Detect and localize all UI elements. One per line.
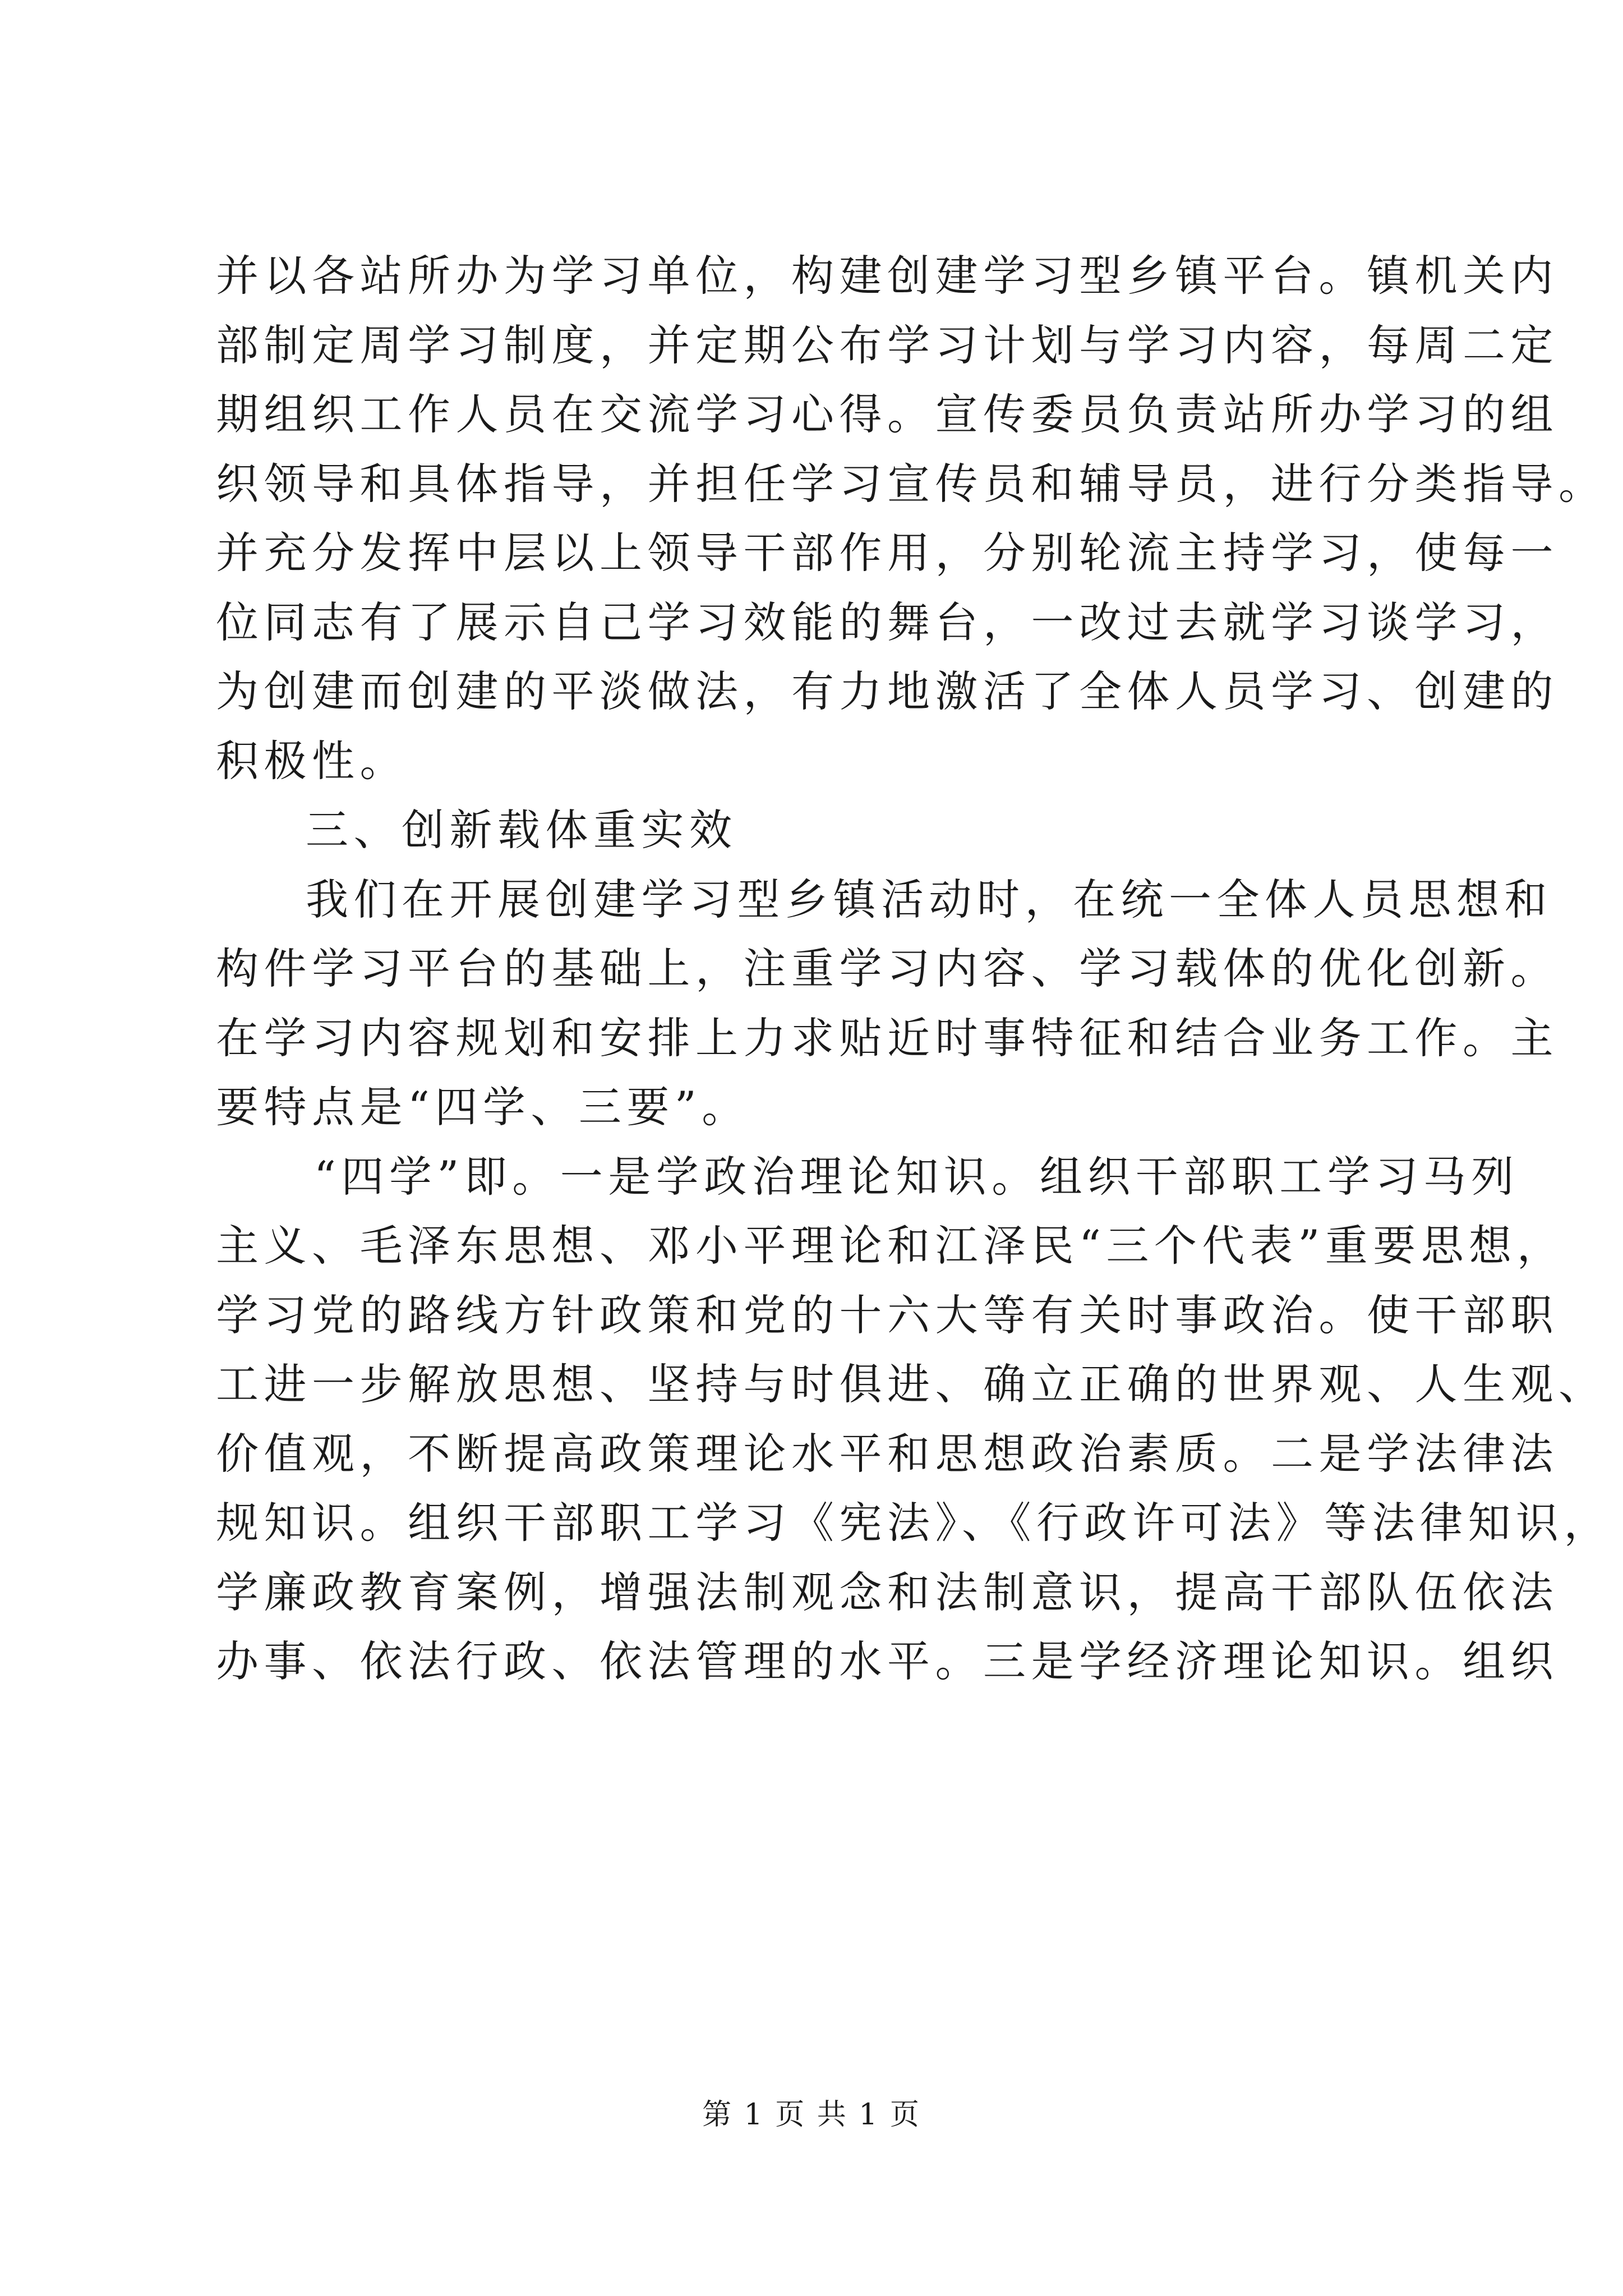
- text-line: 并以各站所办为学习单位，构建创建学习型乡镇平台。镇机关内: [216, 251, 1559, 301]
- text-line: 学习党的路线方针政策和党的十六大等有关时事政治。使干部职: [216, 1290, 1559, 1340]
- text-line: 位同志有了展示自己学习效能的舞台，一改过去就学习谈学习，: [216, 597, 1559, 647]
- text-line: 主义、毛泽东思想、邓小平理论和江泽民“三个代表”重要思想，: [216, 1221, 1565, 1271]
- document-body: [216, 241, 1612, 1696]
- text-line: 工进一步解放思想、坚持与时俱进、确立正确的世界观、人生观、: [216, 1359, 1607, 1409]
- text-line: 规知识。组织干部职工学习《宪法》、《行政许可法》等法律知识，: [216, 1498, 1612, 1548]
- text-line: “四学”即。一是学政治理论知识。组织干部职工学习马列: [314, 1151, 1519, 1202]
- text-line: 期组织工作人员在交流学习心得。宣传委员负责站所办学习的组: [216, 389, 1559, 439]
- text-line: 部制定周学习制度，并定期公布学习计划与学习内容，每周二定: [216, 320, 1559, 370]
- text-line: 学廉政教育案例，增强法制观念和法制意识，提高干部队伍依法: [216, 1567, 1559, 1617]
- text-line: 价值观，不断提高政策理论水平和思想政治素质。二是学法律法: [216, 1428, 1559, 1479]
- text-line: 我们在开展创建学习型乡镇活动时，在统一全体人员思想和: [306, 874, 1552, 924]
- page-footer: 第 1 页 共 1 页: [702, 2098, 921, 2132]
- text-line: 办事、依法行政、依法管理的水平。三是学经济理论知识。组织: [216, 1636, 1559, 1686]
- text-line: 织领导和具体指导，并担任学习宣传员和辅导员，进行分类指导。: [216, 458, 1607, 509]
- text-line: 为创建而创建的平淡做法，有力地激活了全体人员学习、创建的: [216, 666, 1559, 716]
- section-heading: 三、创新载体重实效: [306, 805, 737, 855]
- text-line: 构件学习平台的基础上，注重学习内容、学习载体的优化创新。: [216, 944, 1559, 993]
- text-line: 积极性。: [216, 735, 408, 786]
- text-line: 要特点是“四学、三要”。: [216, 1082, 750, 1132]
- text-line: 并充分发挥中层以上领导干部作用，分别轮流主持学习，使每一: [216, 528, 1559, 578]
- text-line: 在学习内容规划和安排上力求贴近时事特征和结合业务工作。主: [216, 1013, 1559, 1063]
